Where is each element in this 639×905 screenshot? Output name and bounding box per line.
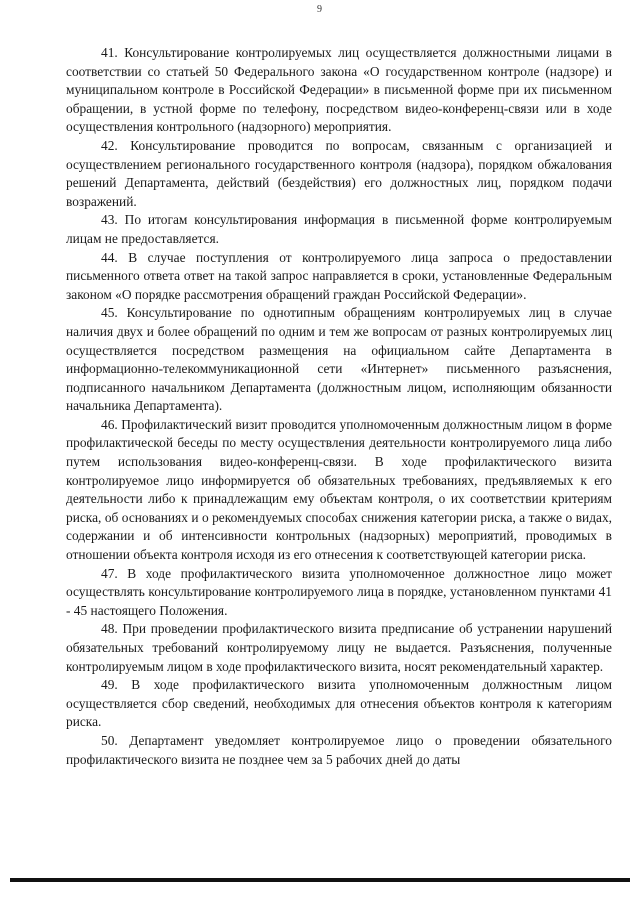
paragraph-47: 47. В ходе профилактического визита уполномоченное должностное лицо может осуществлять консультирование контролируемого лица в порядке, установленном пунктами 41 - 45 настоящего Положения.: [66, 565, 612, 618]
paragraph-43: 43. По итогам консультирования информация в письменной форме контролируемым лицам не предоставляется.: [66, 212, 612, 246]
paragraph-50: 50. Департамент уведомляет контролируемое лицо о проведении обязательного профилактического визита не позднее чем за 5 рабочих дней до даты: [66, 732, 612, 767]
paragraph-42: 42. Консультирование проводится по вопросам, связанным с организацией и осуществлением регионального государственного контроля (надзора), порядком обжалования решений Департамента, действий (бездействия) его должностных лиц, порядком подачи возражений.: [66, 137, 612, 209]
paragraph-45: 45. Консультирование по однотипным обращениям контролируемых лиц в случае наличия двух и более обращений по одним и тем же вопросам от разных контролируемых лиц осуществляется посредством размещения на официальном сайте Департамента в информационно-телекоммуникационной сети «Интернет» письменного разъяснения, подписанного начальником Департамента (должностным лицом, исполняющим обязанности начальника Департамента).: [66, 305, 612, 414]
paragraph-44: 44. В случае поступления от контролируемого лица запроса о предоставлении письменного ответа ответ на такой запрос направляется в сроки, установленные Федеральным законом «О порядке рассмотрения обращений граждан Российской Федерации».: [66, 249, 612, 302]
page-bottom-rule: [10, 878, 630, 882]
page-number: 9: [317, 4, 322, 15]
paragraph-41: 41. Консультирование контролируемых лиц осуществляется должностными лицами в соответствии со статьей 50 Федерального закона «О государственном контроле (надзоре) и муниципальном контроле в Российской Федерации» в письменной форме при их письменном обращении, в устной форме по телефону, посредством видео-конференц-связи или в ходе осуществления контрольного (надзорного) мероприятия.: [66, 45, 612, 135]
paragraph-49: 49. В ходе профилактического визита уполномоченным должностным лицом осуществляется сбор сведений, необходимых для отнесения объектов контроля к категориям риска.: [66, 677, 612, 730]
paragraph-46: 46. Профилактический визит проводится уполномоченным должностным лицом в форме профилактической беседы по месту осуществления деятельности контролируемого лица либо путем использования видео-конференц-связи. В ходе профилактического визита контролируемое лицо информируется об обязательных требованиях, предъявляемых к его деятельности либо к принадлежащим ему объектам контроля, о их соответствии критериям риска, об основаниях и о рекомендуемых способах снижения категории риска, а также о видах, содержании и об интенсивности контрольных (надзорных) мероприятий, проводимых в отношении объекта контроля исходя из его отнесения к соответствующей категории риска.: [66, 416, 612, 563]
paragraph-48: 48. При проведении профилактического визита предписание об устранении нарушений обязательных требований контролируемому лицу не выдается. Разъяснения, полученные контролируемым лицом в ходе профилактического визита, носят рекомендательный характер.: [66, 621, 612, 674]
document-body: [66, 44, 612, 769]
